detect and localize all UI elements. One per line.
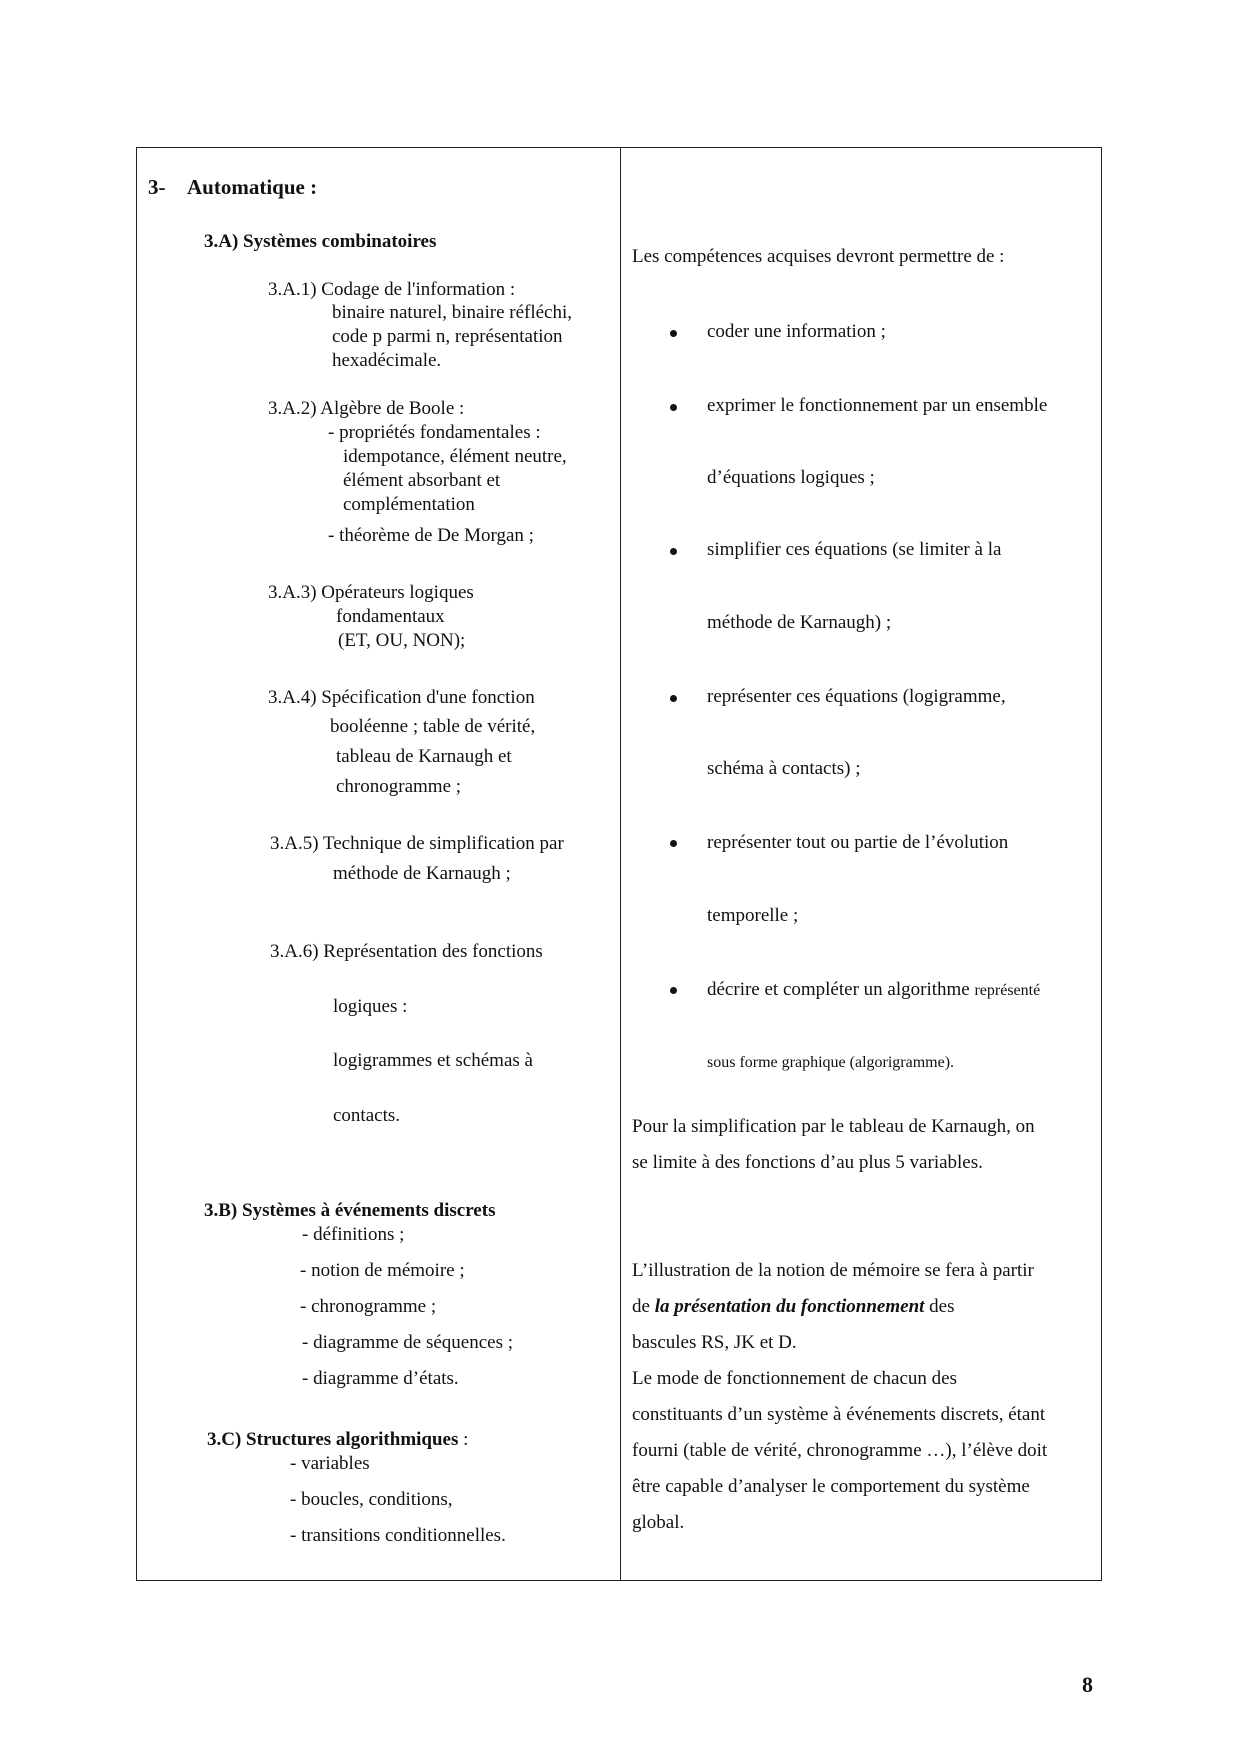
a6-line: 3.A.6) Représentation des fonctions [270,941,543,962]
a1-line: 3.A.1) Codage de l'information : [268,279,516,300]
a2-line: - théorème de De Morgan ; [328,525,534,546]
memoire-suffix: des [924,1296,955,1317]
program-table [136,147,1102,1581]
a1-line: binaire naturel, binaire réfléchi, [332,302,573,323]
b-item: - définitions ; [302,1224,405,1245]
a1-line: code p parmi n, représentation [332,326,563,347]
a3-line: 3.A.3) Opérateurs logiques [268,582,474,603]
competence-line: simplifier ces équations (se limiter à la [707,539,1002,560]
a2-line: complémentation [343,494,475,515]
a2-line: idempotance, élément neutre, [343,446,567,467]
a2-line: élément absorbant et [343,470,501,491]
a4-line: chronogramme ; [336,776,462,797]
a6-line: contacts. [333,1105,401,1126]
a4-line: tableau de Karnaugh et [336,746,512,767]
bullet-dot [670,987,677,994]
a6-line: logigrammes et schémas à [333,1050,533,1071]
subsection-b-title: 3.B) Systèmes à événements discrets [204,1200,496,1221]
subsection-c-title [207,1429,468,1451]
competence-line: coder une information ; [707,321,886,342]
a4-line: booléenne ; table de vérité, [330,716,536,737]
section-number: 3- [148,175,166,199]
subsection-c-title-bold: 3.C) Structures algorithmiques [207,1429,459,1450]
subsection-c-title-colon: : [458,1429,469,1450]
mode-line: constituants d’un système à événements discrets, étant [632,1404,1046,1425]
competence-line [707,979,1040,1002]
a4-line: 3.A.4) Spécification d'une fonction [268,687,535,708]
c-item: - variables [290,1453,370,1474]
b-item: - diagramme d’états. [302,1368,459,1389]
bullet-dot [670,695,677,702]
mode-line: Le mode de fonctionnement de chacun des [632,1368,957,1389]
competence-line: méthode de Karnaugh) ; [707,612,892,633]
bullet-dot [670,548,677,555]
memoire-line: bascules RS, JK et D. [632,1332,797,1353]
c-item: - transitions conditionnelles. [290,1525,506,1546]
competence-line: représenter ces équations (logigramme, [707,686,1006,707]
competence-line: temporelle ; [707,905,799,926]
page-number: 8 [1082,1672,1093,1697]
section-title: Automatique : [187,175,318,199]
bullet-dot [670,840,677,847]
karnaugh-note-line: se limite à des fonctions d’au plus 5 variables. [632,1152,983,1173]
bullet-dot [670,404,677,411]
b-item: - chronogramme ; [300,1296,437,1317]
a5-line: 3.A.5) Technique de simplification par [270,833,564,854]
a1-line: hexadécimale. [332,350,442,371]
competence-line-main: décrire et compléter un algorithme [707,979,970,1000]
competence-line: schéma à contacts) ; [707,758,861,779]
memoire-prefix: de [632,1296,655,1317]
bullet-dot [670,330,677,337]
competences-intro: Les compétences acquises devront permettre de : [632,246,1005,267]
mode-line: fourni (table de vérité, chronogramme …), l’élève doit [632,1440,1048,1461]
memoire-emphasis: la présentation du fonctionnement [654,1296,925,1317]
a6-line: logiques : [333,996,408,1017]
column-divider [620,148,621,1580]
a2-line: - propriétés fondamentales : [328,422,541,443]
mode-line: être capable d’analyser le comportement du système [632,1476,1030,1497]
b-item: - diagramme de séquences ; [302,1332,514,1353]
a3-line: fondamentaux [336,606,445,627]
competence-line: représenter tout ou partie de l’évolution [707,832,1009,853]
karnaugh-note-line: Pour la simplification par le tableau de Karnaugh, on [632,1116,1035,1137]
memoire-line [632,1296,955,1318]
competence-line-small: représenté [974,982,1041,999]
mode-line: global. [632,1512,685,1533]
a2-line: 3.A.2) Algèbre de Boole : [268,398,465,419]
a5-line: méthode de Karnaugh ; [333,863,511,884]
subsection-a-title: 3.A) Systèmes combinatoires [204,231,437,252]
competence-line: d’équations logiques ; [707,467,875,488]
competence-line: sous forme graphique (algorigramme). [707,1054,955,1071]
b-item: - notion de mémoire ; [300,1260,465,1281]
memoire-line: L’illustration de la notion de mémoire se fera à partir [632,1260,1034,1281]
c-item: - boucles, conditions, [290,1489,453,1510]
competence-line: exprimer le fonctionnement par un ensemble [707,395,1048,416]
a3-line: (ET, OU, NON); [338,630,466,651]
